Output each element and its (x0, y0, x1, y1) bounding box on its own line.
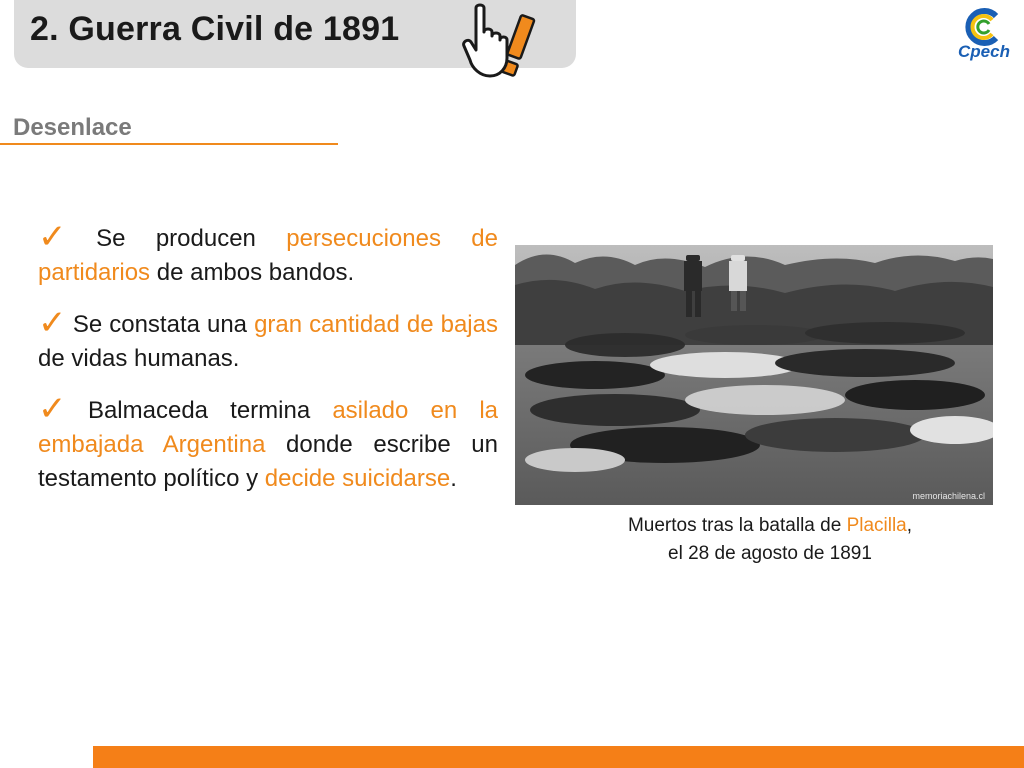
logo-text: Cpech (958, 42, 1010, 61)
caption-line-1 (560, 512, 980, 540)
bottom-accent-bar (93, 746, 1024, 768)
bullet-list (38, 218, 498, 514)
bullet-text: donde escribe un testamento político y (38, 431, 498, 492)
caption-text: , (906, 515, 913, 536)
pointing-hand-exclamation-icon (462, 2, 540, 86)
bullet-item (38, 390, 498, 496)
caption-highlight: Placilla (846, 515, 907, 536)
cpech-logo (952, 6, 1016, 64)
bullet-text: Se constata una (72, 311, 255, 338)
caption-line-2: el 28 de agosto de 1891 (668, 543, 872, 564)
cpech-logo-icon (952, 6, 1016, 46)
bullet-highlight: gran cantidad de bajas (254, 311, 498, 338)
bullet-text: Balmaceda termina (87, 397, 333, 424)
bullet-item (38, 304, 498, 376)
bullet-text: . (450, 465, 457, 492)
photo-caption (560, 512, 980, 568)
checkmark-icon: ✓ (38, 304, 67, 342)
bullet-highlight: persecuciones de partidarios (38, 225, 498, 286)
caption-text: Muertos tras la batalla de (627, 515, 847, 536)
checkmark-icon: ✓ (38, 390, 82, 428)
historical-photo (515, 245, 993, 505)
bullet-text: de vidas humanas. (38, 345, 240, 372)
section-subtitle: Desenlace (13, 114, 132, 141)
checkmark-icon: ✓ (38, 218, 91, 256)
bullet-highlight: asilado en la embajada Argentina (38, 397, 498, 458)
subtitle-underline (0, 143, 338, 145)
bullet-text: de ambos bandos. (150, 259, 355, 286)
bullet-text: Se producen (96, 225, 287, 252)
bullet-item (38, 218, 498, 290)
photo-watermark: memoriachilena.cl (912, 491, 985, 501)
bullet-highlight: decide suicidarse (264, 465, 451, 492)
page-title: 2. Guerra Civil de 1891 (30, 10, 400, 48)
